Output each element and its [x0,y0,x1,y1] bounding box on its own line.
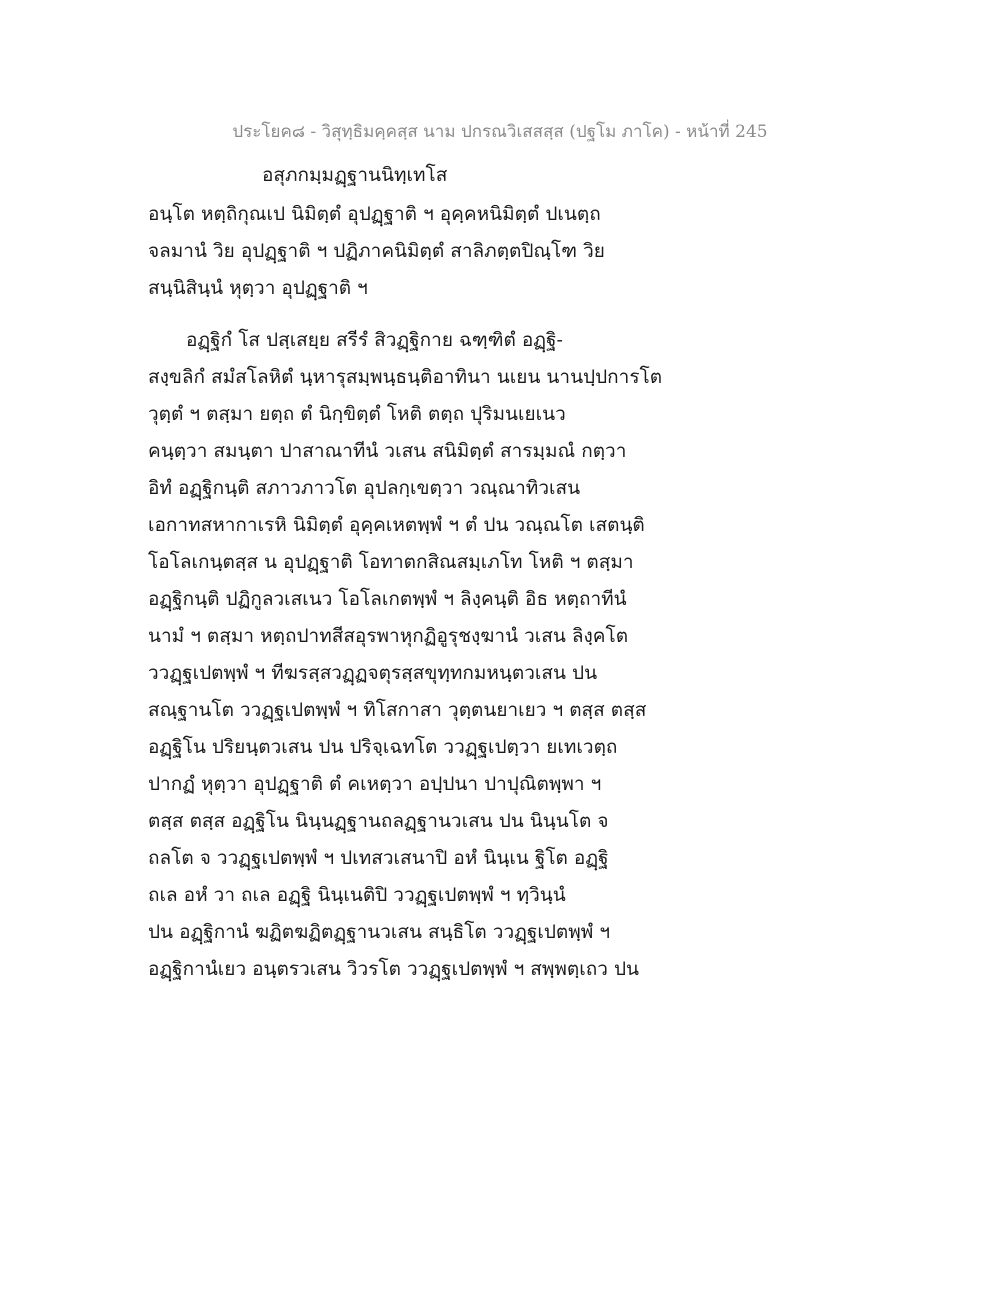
text-line: อนฺโต หตฺถิกุณเป นิมิตฺตํ อุปฏฺฐาติ ฯ อุคฺคหนิมิตฺตํ ปเนตฺถ [148,203,601,225]
text-line: ถลโต จ ววฏฺฐเปตพฺพํ ฯ ปเทสวเสนาปิ อหํ นินฺเน ฐิโต อฏฺฐิ [148,847,609,869]
page-header: ประโยค๘ - วิสุทฺธิมคฺคสฺส นาม ปกรณวิเสสสฺส (ปฐโม ภาโค) - หน้าที่ 245 [232,122,768,142]
text-line: ตสฺส ตสฺส อฏฺฐิโน นินฺนฏฺฐานถลฏฺฐานวเสน ปน นินฺนโต จ [148,810,609,832]
text-line: สณฺฐานโต ววฏฺฐเปตพฺพํ ฯ ทิโสกาสา วุตฺตนยาเยว ฯ ตสฺส ตสฺส [148,699,647,721]
text-line: นามํ ฯ ตสฺมา หตฺถปาทสีสอุรพาหุกฏิอูรุชงฺฆานํ วเสน ลิงฺคโต [148,625,629,647]
text-line: เอกาทสหากาเรหิ นิมิตฺตํ อุคฺคเหตพฺพํ ฯ ตํ ปน วณฺณโต เสตนฺติ [148,514,645,536]
text-line: โอโลเกนฺตสฺส น อุปฏฺฐาติ โอทาตกสิณสมฺเภโท โหติ ฯ ตสฺมา [148,551,634,573]
text-line: สงฺขลิกํ สมํสโลหิตํ นฺหารุสมฺพนฺธนฺติอาทินา นเยน นานปฺปการโต [148,366,663,388]
text-line: อฏฺฐิโน ปริยนฺตวเสน ปน ปริจฺเฉทโต ววฏฺฐเปตฺวา ยเทเวตฺถ [148,736,618,758]
text-line: จลมานํ วิย อุปฏฺฐาติ ฯ ปฏิภาคนิมิตฺตํ สาลิภตฺตปิณฺโฑ วิย [148,240,605,262]
body-text [148,196,708,988]
text-line: ววฏฺฐเปตพฺพํ ฯ ทีฆรสฺสวฏฺฏจตุรสฺสขุทฺทกมหนฺตวเสน ปน [148,662,598,684]
text-line: อฏฺฐิกนฺติ ปฏิกูลวเสเนว โอโลเกตพฺพํ ฯ ลิงฺคนฺติ อิธ หตฺถาทีนํ [148,588,627,610]
text-line: อิทํ อฏฺฐิกนฺติ สภาวภาวโต อุปลกฺเขตฺวา วณฺณาทิวเสน [148,477,581,499]
paragraph-1 [148,196,708,307]
text-line: อฏฺฐิกํ โส ปสฺเสยฺย สรีรํ สิวฏฺฐิกาย ฉฑฺฑิตํ อฏฺฐิ- [186,329,563,351]
text-line: ปน อฏฺฐิกานํ ฆฏิตฆฏิตฏฺฐานวเสน สนฺธิโต ววฏฺฐเปตพฺพํ ฯ [148,921,611,943]
text-line: ถเล อหํ วา ถเล อฏฺฐิ นินฺเนติปิ ววฏฺฐเปตพฺพํ ฯ ทฺวินฺนํ [148,884,566,906]
text-line: อฏฺฐิกานํเยว อนฺตรวเสน วิวรโต ววฏฺฐเปตพฺพํ ฯ สพฺพตฺเถว ปน [148,958,640,980]
text-line: สนฺนิสินฺนํ หุตฺวา อุปฏฺฐาติ ฯ [148,277,368,299]
text-line: คนฺตฺวา สมนฺตา ปาสาณาทีนํ วเสน สนิมิตฺตํ สารมฺมณํ กตฺวา [148,440,627,462]
text-line: วุตฺตํ ฯ ตสฺมา ยตฺถ ตํ นิกฺขิตฺตํ โหติ ตตฺถ ปุริมนเยเนว [148,403,566,425]
section-heading: อสุภกมฺมฏฺฐานนิทฺเทโส [262,164,448,186]
text-line: ปากฏํ หุตฺวา อุปฏฺฐาติ ตํ คเหตฺวา อปฺปนา ปาปุณิตพฺพา ฯ [148,773,602,795]
paragraph-2 [148,322,708,988]
